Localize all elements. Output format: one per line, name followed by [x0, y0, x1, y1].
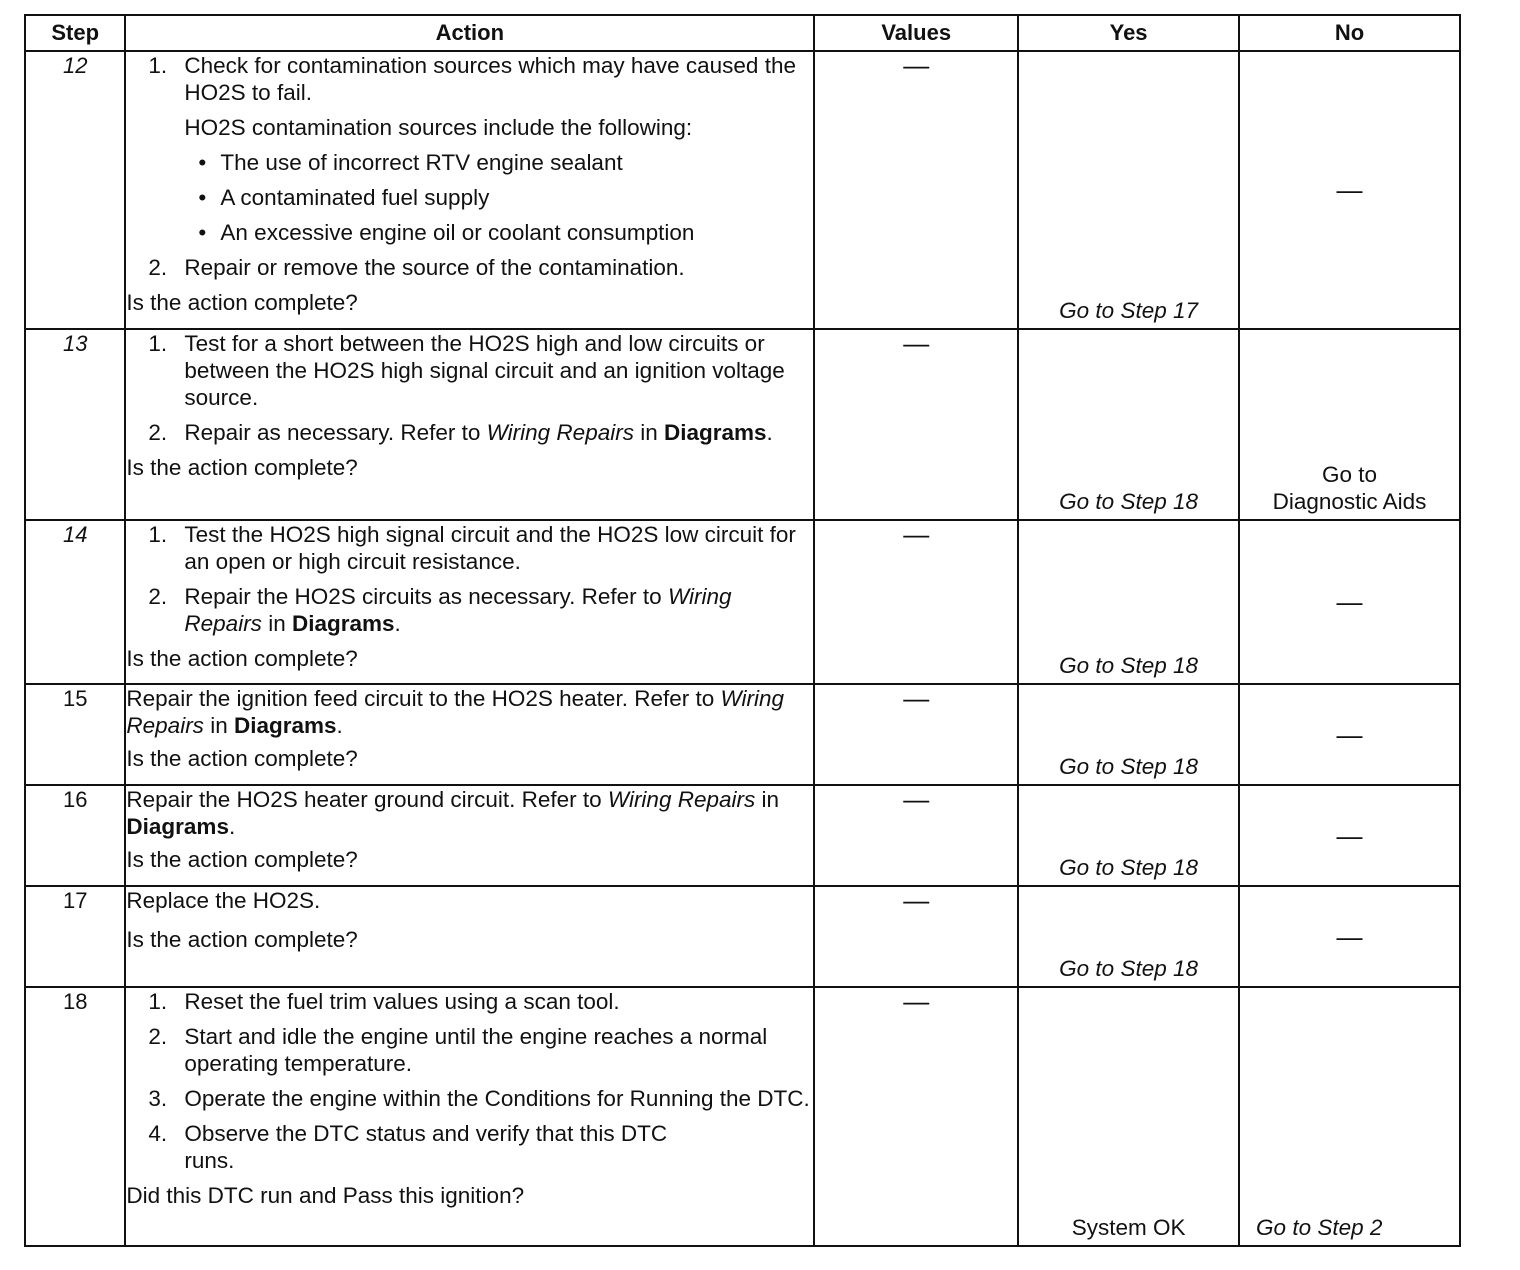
values-cell: —: [814, 520, 1018, 684]
table-row-step-15: [25, 684, 1460, 785]
wiring-repairs-ref: Wiring Repairs: [184, 584, 732, 636]
yes-result: Go to Step 18: [1059, 489, 1199, 514]
yes-result: Go to Step 18: [1059, 855, 1199, 880]
action-cell: [125, 329, 814, 520]
diagrams-ref: Diagrams: [291, 611, 395, 636]
action-cell: [125, 987, 814, 1246]
header-no: No: [1239, 15, 1460, 51]
question-text: Is the action complete?: [126, 646, 358, 671]
bullet-item: • A contaminated fuel supply: [198, 185, 490, 210]
action-cell: [125, 886, 814, 987]
diagrams-ref: Diagrams: [233, 713, 337, 738]
wiring-repairs-ref: Wiring Repairs: [486, 420, 634, 445]
header-step: Step: [25, 15, 125, 51]
no-result: Go to Diagnostic Aids: [1272, 462, 1427, 514]
table-row-step-12: [25, 51, 1460, 329]
no-cell: [1239, 684, 1460, 785]
yes-cell: [1018, 684, 1239, 785]
no-result: —: [1336, 719, 1363, 749]
paragraph: HO2S contamination sources include the following:: [184, 115, 693, 140]
values-cell: —: [814, 886, 1018, 987]
action-cell: [125, 785, 814, 886]
bullet-item: • The use of incorrect RTV engine sealant: [198, 150, 623, 175]
diagrams-ref: Diagrams: [126, 814, 229, 839]
yes-cell: [1018, 886, 1239, 987]
values-cell: —: [814, 329, 1018, 520]
list-item: 4. Observe the DTC status and verify that this DTC runs.: [148, 1121, 668, 1173]
step-number: 15: [25, 684, 125, 785]
no-result: —: [1336, 820, 1363, 850]
list-item: 2. Repair the HO2S circuits as necessary. Refer to Wiring Repairs in Diagrams.: [148, 584, 732, 636]
action-text: Replace the HO2S.: [126, 888, 321, 913]
no-cell: [1239, 520, 1460, 684]
question-text: Is the action complete?: [126, 290, 358, 315]
header-values: Values: [814, 15, 1018, 51]
values-cell: —: [814, 51, 1018, 329]
yes-result: Go to Step 18: [1059, 754, 1199, 779]
no-cell: [1239, 785, 1460, 886]
table-row-step-18: [25, 987, 1460, 1246]
no-result: —: [1336, 921, 1363, 951]
step-number: 16: [25, 785, 125, 886]
no-cell: [1239, 329, 1460, 520]
no-result: Go to Step 2: [1256, 1215, 1383, 1240]
no-cell: [1239, 51, 1460, 329]
yes-result: System OK: [1071, 1215, 1186, 1240]
action-cell: [125, 51, 814, 329]
no-result: —: [1336, 174, 1363, 205]
list-item: 1. Test the HO2S high signal circuit and the HO2S low circuit for an open or high circuit resistance.: [148, 522, 796, 574]
list-item: 3. Operate the engine within the Conditions for Running the DTC.: [148, 1086, 810, 1111]
wiring-repairs-ref: Wiring Repairs: [126, 686, 785, 738]
header-row: [25, 15, 1460, 51]
action-cell: [125, 684, 814, 785]
yes-cell: [1018, 520, 1239, 684]
step-number: 18: [25, 987, 125, 1246]
values-cell: —: [814, 785, 1018, 886]
list-item: 1. Check for contamination sources which may have caused the HO2S to fail.: [148, 53, 796, 105]
table-row-step-16: [25, 785, 1460, 886]
header-action: Action: [125, 15, 814, 51]
step-number: 12: [25, 51, 125, 329]
yes-cell: [1018, 329, 1239, 520]
yes-result: Go to Step 17: [1059, 298, 1199, 323]
no-result: —: [1336, 586, 1363, 617]
list-item: 2. Repair as necessary. Refer to Wiring Repairs in Diagrams.: [148, 420, 773, 445]
values-cell: —: [814, 684, 1018, 785]
question-text: Is the action complete?: [126, 927, 358, 952]
table-row-step-14: [25, 520, 1460, 684]
values-cell: —: [814, 987, 1018, 1246]
bullet-item: • An excessive engine oil or coolant consumption: [198, 220, 695, 245]
list-item: 2. Repair or remove the source of the contamination.: [148, 255, 685, 280]
question-text: Did this DTC run and Pass this ignition?: [126, 1183, 525, 1208]
list-item: 1. Test for a short between the HO2S high and low circuits or between the HO2S high signal circuit and an ignition voltage source.: [148, 331, 785, 410]
list-item: 2. Start and idle the engine until the engine reaches a normal operating temperature.: [148, 1024, 768, 1076]
action-cell: [125, 520, 814, 684]
yes-cell: [1018, 785, 1239, 886]
step-number: 14: [25, 520, 125, 684]
yes-result: Go to Step 18: [1059, 653, 1199, 678]
wiring-repairs-ref: Wiring Repairs: [607, 787, 756, 812]
action-text: Repair the HO2S heater ground circuit. Refer to Wiring Repairs in Diagrams.: [126, 787, 780, 839]
no-cell: [1239, 987, 1460, 1246]
diagrams-ref: Diagrams: [663, 420, 767, 445]
yes-cell: [1018, 987, 1239, 1246]
yes-result: Go to Step 18: [1059, 956, 1199, 981]
diagnostic-table: [24, 14, 1461, 1247]
step-number: 17: [25, 886, 125, 987]
yes-cell: [1018, 51, 1239, 329]
table-row-step-17: [25, 886, 1460, 987]
no-cell: [1239, 886, 1460, 987]
question-text: Is the action complete?: [126, 455, 358, 480]
step-number: 13: [25, 329, 125, 520]
header-yes: Yes: [1018, 15, 1239, 51]
action-text: Repair the ignition feed circuit to the HO2S heater. Refer to Wiring Repairs in Diagrams.: [126, 686, 785, 738]
question-text: Is the action complete?: [126, 746, 358, 771]
question-text: Is the action complete?: [126, 847, 358, 872]
list-item: 1. Reset the fuel trim values using a scan tool.: [148, 989, 620, 1014]
table-row-step-13: [25, 329, 1460, 520]
